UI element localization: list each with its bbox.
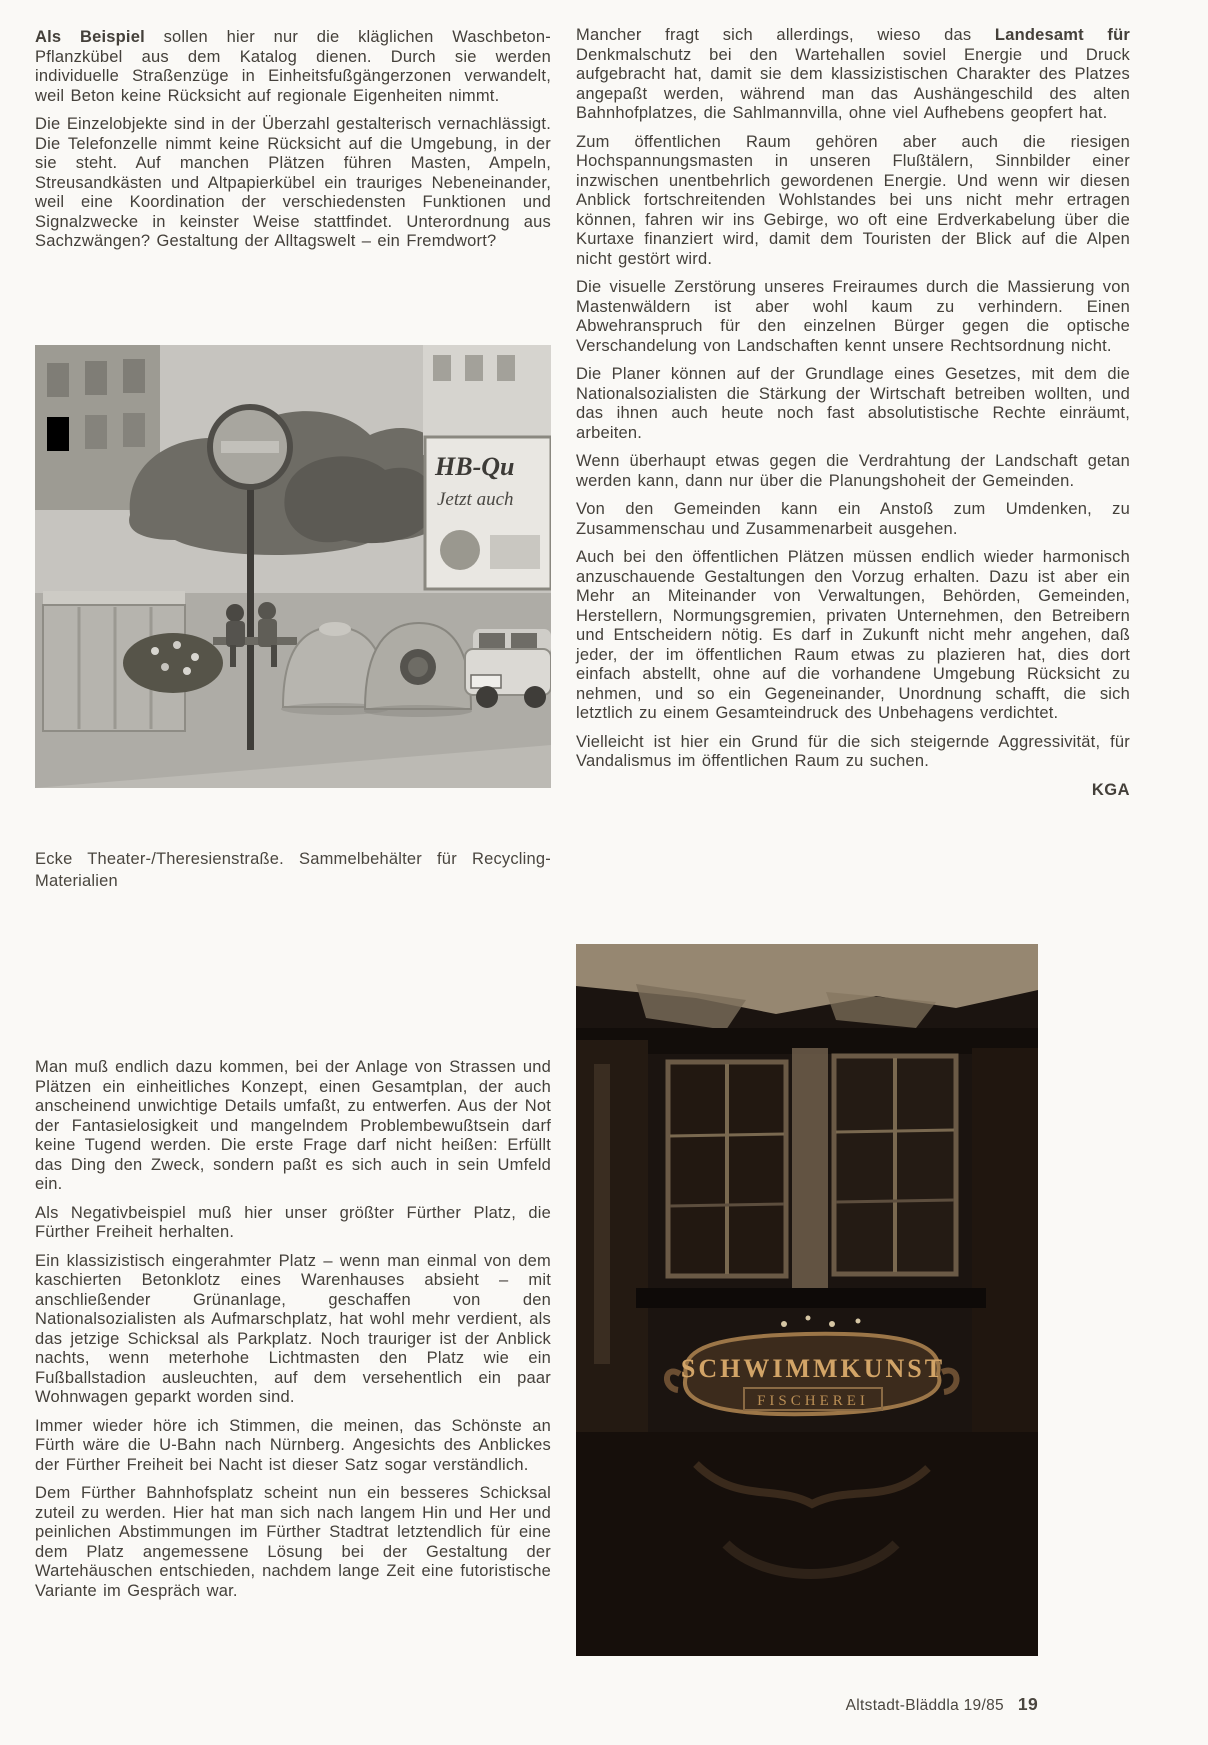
street-scene-photo xyxy=(35,345,551,788)
paragraph: Die Einzelobjekte sind in der Überzahl gestalterisch vernachlässigt. Die Telefonzelle nimmt keine Rücksicht auf die Umgebung, in der sie steht. Auf manchen Plätzen führen Masten, Ampeln, Streusandkästen und Altpapierkübel ein trauriges Nebeneinander, weil eine Koordination der verschiedensten Funktionen und Signalzwecke in keinster Weise stattfindet. Unterordnung aus Sachzwängen? Gestaltung der Alltagswelt – ein Fremdwort? xyxy=(35,115,551,250)
paragraph: Dem Fürther Bahnhofsplatz scheint nun ein besseres Schicksal zuteil zu werden. Hier hat man sich nach langem Hin und Her und peinlichen Abstimmungen im Fürther Stadtrat letztendlich für eine dem Platz angemessene Lösung bei der Gestaltung der Wartehäuschen entschieden, nachdem lange Zeit eine futoristische Variante im Gespräch war. xyxy=(35,1484,551,1600)
paragraph: Von den Gemeinden kann ein Anstoß zum Umdenken, zu Zusammenschau und Zusammenarbeit ausgehen. xyxy=(576,500,1130,538)
page-footer xyxy=(576,1694,1038,1715)
window xyxy=(668,1062,786,1276)
billboard-image xyxy=(440,530,480,570)
paragraph: Auch bei den öffentlichen Plätzen müssen endlich wieder harmonisch anzuschauende Gestaltungen den Vorzug erhalten. Dazu ist aber ein Mehr an Miteinander von Verwaltungen, Behörden, Gemeinden, Herstellern, Normungsgremien, privaten Unternehmen, den Betreibern und Entscheidern nötig. Es darf in Zukunft nicht mehr angehen, daß jeder, der im öffentlichen Raum etwas zu plazieren hat, dies dort einfach abstellt, ohne auf die vorhandene Umgebung Rücksicht zu nehmen, und so ein Gegeneinander, Unordnung schafft, die sich letztlich zu einem Gesamteindruck des Unbehagens verdichtet. xyxy=(576,548,1130,722)
paragraph: Man muß endlich dazu kommen, bei der Anlage von Strassen und Plätzen ein einheitliches Konzept, einen Gesamtplan, der auch anscheinend unwichtige Details umfaßt, zu entwerfen. Aus der Not der Fantasielosigkeit und mangelndem Problembewußtsein darf keine Tugend werden. Die erste Frage darf nicht heißen: Erfüllt das Ding den Zweck, sondern paßt es sich auch in sein Umfeld ein. xyxy=(35,1058,551,1193)
sign-bar xyxy=(221,441,279,453)
paragraph: Mancher fragt sich allerdings, wieso das Landesamt für Denkmalschutz bei den Wartehallen soviel Energie und Druck aufgebracht hat, damit sie dem klassizistischen Charakter des Platzes angepaßt werden, während man das Aushängeschild des alten Bahnhofplatzes, die Sahlmannvilla, ohne viel Aufhebens geopfert hat. xyxy=(576,26,1130,122)
window xyxy=(433,355,451,381)
billboard-text-1: HB-Qu xyxy=(435,452,515,481)
paragraph: Zum öffentlichen Raum gehören aber auch die riesigen Hochspannungsmasten in unseren Flußtälern, Sinnbilder einer inzwischen unentbehrlich gewordenen Energie. Und wenn wir diesen Anblick fortschreitenden Wohlstandes bei uns nicht mehr ertragen können, fahren wir ins Gebirge, wo oft eine Erdverkabelung über die Kurtaxe finanziert wird, damit dem Touristen der Blick auf die Alpen nicht gestört wird. xyxy=(576,132,1130,268)
window xyxy=(47,417,69,451)
night-facade-photo xyxy=(576,944,1038,1656)
window xyxy=(47,363,69,397)
window xyxy=(123,413,145,447)
window xyxy=(85,361,107,395)
flower-bush xyxy=(123,633,223,693)
ornate-sign xyxy=(667,1334,957,1414)
pier xyxy=(792,1048,828,1288)
paragraph: Die Planer können auf der Grundlage eines Gesetzes, mit dem die Nationalsozialisten die Stärkung der Wirtschaft betreiben wollten, und das ihnen auch heute noch fast absolutistische Rechte einräumt, arbeiten. xyxy=(576,365,1130,442)
paragraph: Immer wieder höre ich Stimmen, die meinen, das Schönste an Fürth wäre die U-Bahn nach Nürnberg. Angesichts des Anblickes der Fürther Freiheit bei Nacht ist dieser Satz sogar verständlich. xyxy=(35,1416,551,1474)
billboard xyxy=(425,437,551,589)
left-column-bottom xyxy=(35,1058,551,1610)
trees-dark xyxy=(284,456,432,543)
sign-text-1: SCHWIMMKUNST xyxy=(680,1354,946,1383)
window xyxy=(123,359,145,393)
page-number: 19 xyxy=(1017,1694,1038,1714)
night-facade-illustration xyxy=(576,944,1038,1656)
paragraph: Wenn überhaupt etwas gegen die Verdrahtung der Landschaft getan werden kann, dann nur über die Planungshoheit der Gemeinden. xyxy=(576,452,1130,490)
paragraph: Als Beispiel sollen hier nur die kläglichen Waschbeton-Pflanzkübel aus dem Katalog dienen. Durch sie werden individuelle Straßenzüge in Einheitsfußgängerzonen verwandelt, weil Beton keine Rücksicht auf regionale Eigenheiten nimmt. xyxy=(35,28,551,105)
window xyxy=(465,355,483,381)
billboard-detail xyxy=(490,535,540,569)
author-initials: KGA xyxy=(1091,780,1130,799)
paragraph: Die visuelle Zerstörung unseres Freiraumes durch die Massierung von Mastenwäldern ist aber wohl kaum zu verhindern. Einen Abwehranspruch für den einzelnen Bürger gegen die optische Verschandelung von Landschaften kennt unsere Rechtsordnung nicht. xyxy=(576,278,1130,355)
street-scene-illustration xyxy=(35,345,551,788)
facade-base xyxy=(576,1432,1038,1656)
window xyxy=(497,355,515,381)
photo-caption: Ecke Theater-/Theresienstraße. Sammelbehälter für Recycling-Materialien xyxy=(35,850,551,890)
window xyxy=(834,1056,956,1274)
paragraph: Als Negativbeispiel muß hier unser größter Fürther Platz, die Fürther Freiheit herhalten. xyxy=(35,1203,551,1241)
paragraph: Ein klassizistisch eingerahmter Platz – wenn man einmal von dem kaschierten Betonklotz eines Warenhauses absieht – mit anschließender Grünanlage, geschaffen von den Nationalsozialisten als Aufmarschplatz, hat wohl mehr verdient, als das jetzige Schicksal als Parkplatz. Noch trauriger ist der Anblick nachts, wenn meterhohe Lichtmasten den Platz wie ein Fußballstadion ausleuchten, auf dem versehentlich ein paar Wohnwagen geparkt worden sind. xyxy=(35,1251,551,1406)
right-column xyxy=(576,26,1130,800)
paragraph: Vielleicht ist hier ein Grund für die sich steigernde Aggressivität, für Vandalismus im öffentlichen Raum zu suchen. xyxy=(576,732,1130,770)
wall-streak xyxy=(594,1064,610,1364)
journal-name: Altstadt-Bläddla 19/85 xyxy=(845,1697,1004,1714)
billboard-text-2: Jetzt auch xyxy=(437,489,514,510)
sill xyxy=(636,1288,986,1308)
sign-text-2: FISCHEREI xyxy=(757,1393,869,1409)
window xyxy=(85,415,107,449)
left-column-top xyxy=(35,28,551,261)
